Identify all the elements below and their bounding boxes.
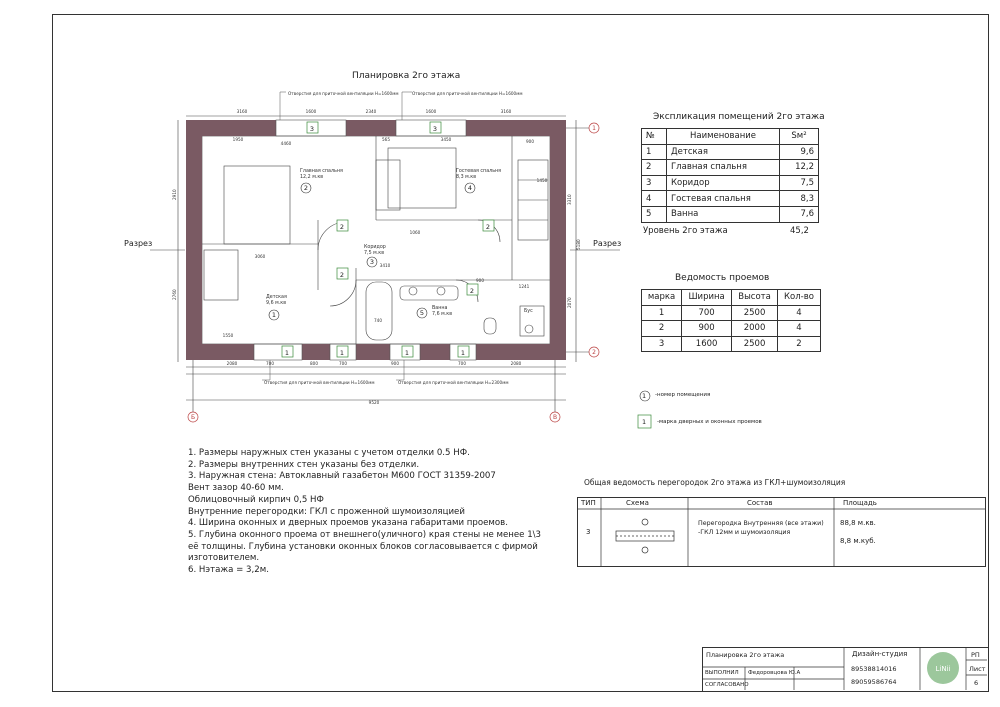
header-cell: Площадь	[843, 499, 877, 507]
stamp-performer: Федоровцова Ю.А	[748, 670, 801, 676]
axis-b: Б	[190, 414, 196, 421]
note-line: её толщины. Глубина установки оконных блоков согласовывается с фирмой	[188, 541, 538, 552]
stamp-sheet-title: Планировка 2го этажа	[706, 651, 785, 659]
note-line: Вент зазор 40-60 мм.	[188, 483, 284, 494]
svg-text:2: 2	[469, 287, 475, 295]
stamp-sheet-label: Лист	[969, 665, 986, 673]
note-line: 6. Нэтажа = 3,2м.	[188, 565, 269, 576]
legend-room-text: -номер помещения	[655, 392, 711, 398]
partition-type: 3	[586, 528, 591, 536]
room-num-2: 2	[303, 184, 309, 192]
dim-top: 1600	[425, 109, 437, 114]
dim-bottom: 800	[310, 361, 318, 366]
room-num-5: 5	[419, 309, 425, 317]
total-value: 45,2	[790, 226, 809, 236]
vent-note-top-right: Отверстия для приточной вентиляции H=1600мм	[412, 91, 523, 96]
dim-top: 3160	[500, 109, 512, 114]
stamp-agreed-label: СОГЛАСОВАНО	[705, 682, 749, 688]
vent-note-bottom-left: Отверстия для приточной вентиляции H=1600мм	[264, 380, 375, 385]
dim-inner: 900	[526, 139, 534, 144]
stamp-performed-label: ВЫПОЛНИЛ	[705, 670, 739, 676]
room-area-corridor: 7,5 м.кв	[364, 251, 385, 256]
table-row: 3 1600 2500 2	[642, 336, 821, 352]
header-cell: Ширина	[682, 290, 732, 306]
room-area-master: 12,2 м.кв	[300, 175, 324, 180]
table-row: 1 700 2500 4	[642, 305, 821, 321]
dim-misc: 1450	[536, 178, 548, 183]
stamp-phone1: 89538814016	[851, 665, 897, 673]
vent-note-top-left: Отверстия для приточной вентиляции H=1600мм	[288, 91, 399, 96]
partitions-title: Общая ведомость перегородок 2го этажа из ГКЛ+шумоизоляция	[584, 478, 846, 487]
legend-opening-symbol: 1	[642, 418, 647, 426]
svg-text:3: 3	[432, 125, 438, 133]
dim-left: 2760	[172, 289, 177, 300]
note-line: Облицовочный кирпич 0,5 НФ	[188, 494, 324, 505]
stamp-stage: РП	[971, 651, 980, 659]
dim-inner: 3450	[440, 137, 452, 142]
axis-2: 2	[592, 349, 596, 356]
dim-top: 2340	[365, 109, 377, 114]
note-line: 1. Размеры наружных стен указаны с учетом отделки 0.5 НФ.	[188, 448, 470, 458]
svg-text:2: 2	[485, 223, 491, 231]
dim-inner: 1950	[232, 137, 244, 142]
axis-1: 1	[592, 125, 596, 132]
stamp-studio: Дизайн-студия	[852, 650, 908, 658]
room-area-guest: 8,3 м.кв	[456, 175, 477, 180]
logo-text: LiNii	[935, 665, 951, 673]
stamp-sheet-num: 6	[974, 679, 979, 687]
header-cell: марка	[642, 290, 682, 306]
note-line: 5. Глубина оконного проема от внешнего(уличного) края стены не менее 1\3	[188, 529, 542, 540]
dim-right: 2070	[567, 297, 572, 308]
dim-misc: 1060	[409, 230, 421, 235]
partition-area2: 8,8 м.куб.	[840, 537, 876, 545]
dim-misc: 3410	[379, 263, 391, 268]
dim-right: 3310	[567, 194, 572, 205]
note-line: Внутренние перегородки: ГКЛ с проженной шумоизоляцией	[188, 506, 465, 517]
table-row: 3 Коридор 7,5	[642, 175, 819, 191]
table-row: 5 Ванна 7,6	[642, 206, 819, 222]
header-cell: Наименование	[667, 129, 780, 145]
svg-text:2: 2	[339, 271, 345, 279]
openings-title: Ведомость проемов	[675, 273, 770, 283]
room-num-1: 1	[271, 311, 277, 319]
header-cell: Схема	[626, 499, 649, 507]
dim-misc: 3060	[254, 254, 266, 259]
room-num-3: 3	[369, 258, 375, 266]
partition-composition: Перегородка Внутренняя (все этажи) -ГКЛ 12мм и шумоизоляция	[698, 520, 824, 536]
explication-title: Экспликация помещений 2го этажа	[653, 112, 825, 122]
table-row: 1 Детская 9,6	[642, 144, 819, 160]
dim-misc: 900	[476, 278, 484, 283]
header-cell: №	[642, 129, 667, 145]
dim-inner: 4460	[280, 141, 292, 146]
section-label-right: Разрез	[593, 239, 622, 248]
total-label: Уровень 2го этажа	[643, 226, 728, 236]
svg-text:1: 1	[460, 349, 466, 357]
dim-right: 5180	[576, 239, 581, 250]
dim-bottom: 900	[391, 361, 399, 366]
dim-misc: 1241	[518, 284, 530, 289]
dim-top: 3160	[236, 109, 248, 114]
plan-title: Планировка 2го этажа	[352, 71, 461, 81]
note-line: 3. Наружная стена: Автоклавный газабетон М600 ГОСТ 31359-2007	[188, 471, 496, 482]
header-cell: Высота	[732, 290, 778, 306]
svg-text:1: 1	[284, 349, 290, 357]
dim-overall: 9520	[368, 400, 380, 405]
svg-text:3: 3	[309, 125, 315, 133]
dim-misc: 1550	[222, 333, 234, 338]
dim-bottom: 2080	[510, 361, 522, 366]
table-row: 2 900 2000 4	[642, 321, 821, 337]
dim-top: 1600	[305, 109, 317, 114]
room-name-bath: Ванна	[432, 306, 448, 311]
note-line: изготовителем.	[188, 553, 260, 564]
dim-bottom: 2080	[226, 361, 238, 366]
vent-note-bottom-right: Отверстия для приточной вентиляции H=2300мм	[398, 380, 509, 385]
dim-left: 2910	[172, 189, 177, 200]
svg-text:2: 2	[339, 223, 345, 231]
dim-misc: 740	[374, 318, 382, 323]
header-cell: Sм²	[780, 129, 819, 145]
header-cell: Состав	[747, 499, 773, 507]
axis-v: В	[552, 414, 558, 421]
svg-text:1: 1	[404, 349, 410, 357]
room-name-master: Главная спальня	[300, 169, 343, 174]
section-label-left: Разрез	[124, 239, 153, 248]
room-name-corridor: Коридор	[364, 245, 386, 250]
partition-area1: 88,8 м.кв.	[840, 519, 876, 527]
header-cell: Кол-во	[777, 290, 820, 306]
note-line: 2. Размеры внутренних стен указаны без отделки.	[188, 459, 420, 470]
note-line: 4. Ширина оконных и дверных проемов указана габаритами проемов.	[188, 518, 508, 529]
label-boiler: Бус	[524, 309, 533, 314]
room-area-kids: 9,6 м.кв	[266, 301, 287, 306]
room-name-kids: Детская	[266, 295, 287, 300]
dim-bottom: 700	[339, 361, 347, 366]
table-row: 2 Главная спальня 12,2	[642, 160, 819, 176]
svg-text:1: 1	[339, 349, 345, 357]
table-row: 4 Гостевая спальня 8,3	[642, 191, 819, 207]
legend-room-symbol: 1	[642, 392, 647, 400]
header-cell: ТИП	[581, 499, 596, 507]
room-name-guest: Гостевая спальня	[456, 169, 502, 174]
stamp-phone2: 89059586764	[851, 678, 897, 686]
dim-bottom: 700	[266, 361, 274, 366]
room-area-bath: 7,6 м.кв	[432, 312, 453, 317]
dim-bottom: 700	[458, 361, 466, 366]
dim-inner: 565	[382, 137, 390, 142]
room-num-4: 4	[467, 184, 473, 192]
legend-opening-text: -марка дверных и оконных проемов	[657, 419, 762, 425]
